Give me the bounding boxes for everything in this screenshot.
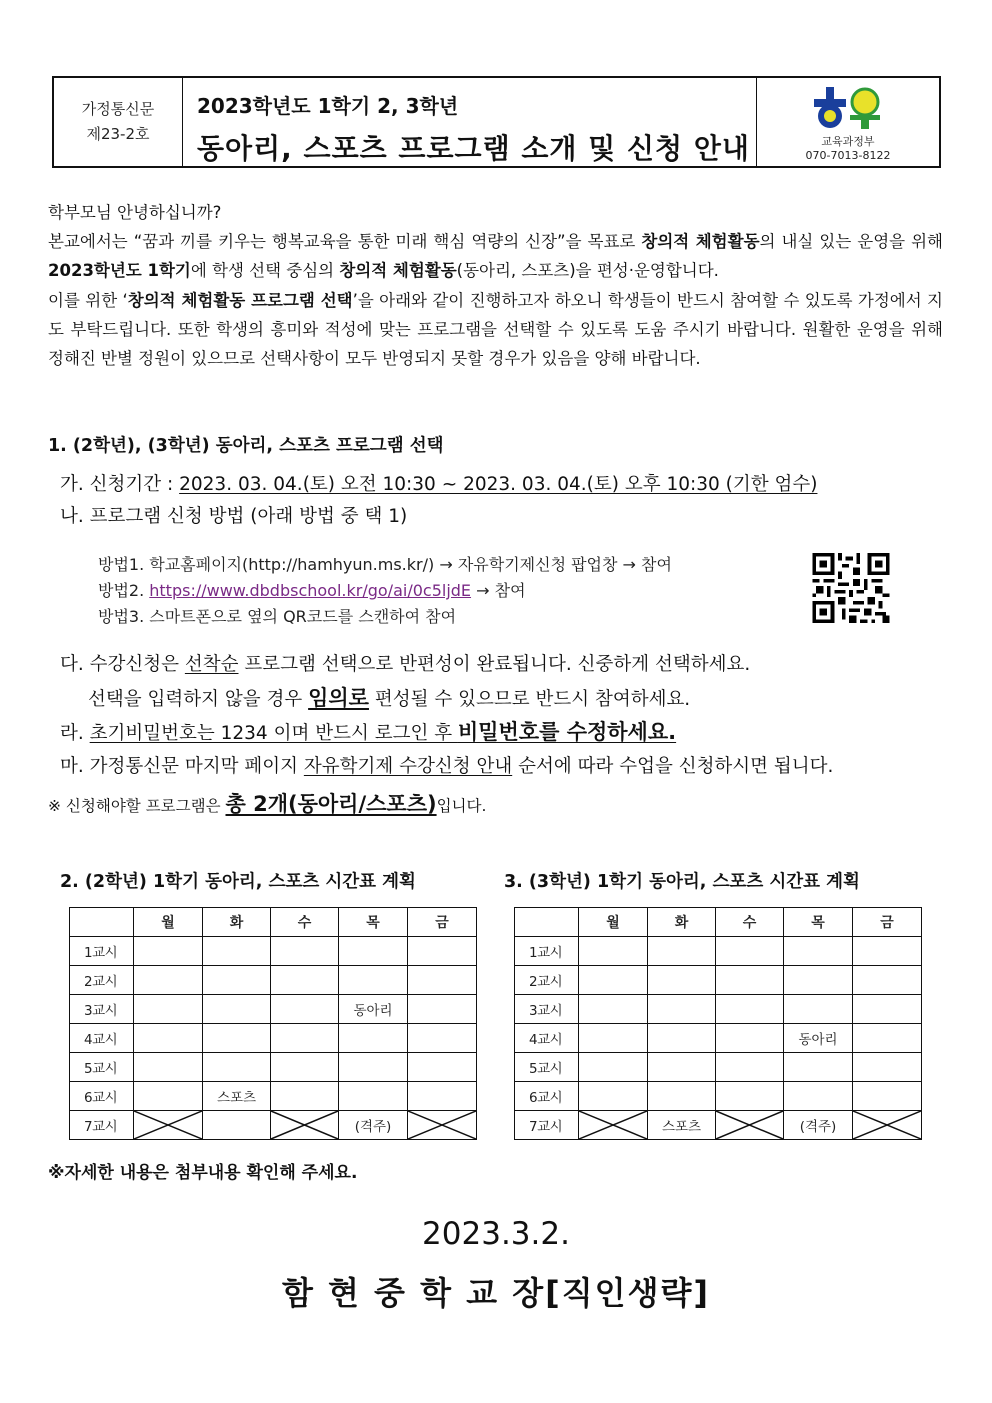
cell xyxy=(784,966,853,995)
timetable-2 xyxy=(69,907,477,1140)
qr-code-icon[interactable] xyxy=(812,553,890,623)
period-label: 2교시 xyxy=(70,966,134,995)
cell xyxy=(648,995,716,1024)
cell xyxy=(853,1082,922,1111)
cell xyxy=(271,1082,339,1111)
cell xyxy=(579,995,648,1024)
period-label: 2교시 xyxy=(515,966,579,995)
program-count-note xyxy=(48,788,486,818)
cell xyxy=(716,1082,784,1111)
biweekly-cell: (격주) xyxy=(339,1111,408,1140)
header-box xyxy=(52,76,941,168)
table-row xyxy=(70,937,477,966)
no-class-cell xyxy=(716,1111,784,1140)
cell xyxy=(339,937,408,966)
text: 방법2. xyxy=(98,581,150,600)
period-label: 4교시 xyxy=(515,1024,579,1053)
cell xyxy=(408,966,477,995)
text: 입니다. xyxy=(436,797,487,815)
cell xyxy=(339,966,408,995)
intro-paragraph-1 xyxy=(48,227,943,285)
text: 다. 수강신청은 xyxy=(60,654,185,675)
cell xyxy=(784,1053,853,1082)
cell xyxy=(853,966,922,995)
period-label: 4교시 xyxy=(70,1024,134,1053)
timetable-3 xyxy=(514,907,922,1140)
table-row xyxy=(70,1082,477,1111)
period-label: 1교시 xyxy=(70,937,134,966)
random-text: 임의로 xyxy=(308,686,369,710)
cell xyxy=(408,1024,477,1053)
sports-cell: 스포츠 xyxy=(203,1082,271,1111)
method-heading: 나. 프로그램 신청 방법 (아래 방법 중 택 1) xyxy=(60,506,408,527)
doc-number: 제23-2호 xyxy=(86,125,150,143)
text: 라. xyxy=(60,723,90,744)
cell xyxy=(203,1111,271,1140)
timetable-2-title: 2. (2학년) 1학기 동아리, 스포츠 시간표 계획 xyxy=(60,872,416,892)
cell xyxy=(579,937,648,966)
table-row xyxy=(515,1053,922,1082)
attachment-note: ※자세한 내용은 첨부내용 확인해 주세요. xyxy=(48,1163,358,1183)
doc-info xyxy=(54,78,183,166)
text: 초기비밀번호는 1234 이며 반드시 로그인 후 xyxy=(89,723,458,744)
table-row xyxy=(70,966,477,995)
title-block xyxy=(183,78,757,166)
item-ma xyxy=(60,752,833,778)
table-row xyxy=(515,1111,922,1140)
day-header: 금 xyxy=(408,908,477,937)
text: 마. 가정통신문 마지막 페이지 xyxy=(60,756,304,777)
period-label: 7교시 xyxy=(70,1111,134,1140)
cross-icon xyxy=(716,1111,783,1139)
cell xyxy=(134,995,203,1024)
cell xyxy=(579,1053,648,1082)
day-header: 월 xyxy=(134,908,203,937)
intro-paragraph-2 xyxy=(48,286,943,374)
cell xyxy=(203,1053,271,1082)
method-3: 방법3. 스마트폰으로 옆의 QR코드를 스캔하여 참여 xyxy=(98,607,457,626)
cross-icon xyxy=(134,1111,202,1139)
school-logo-icon xyxy=(812,85,884,129)
period-label: 1교시 xyxy=(515,937,579,966)
cell xyxy=(648,1053,716,1082)
text: ’을 아래와 같이 진행하고자 하오니 학생들이 반드시 참여할 수 있도록 가정에서 지도 부탁드립니다. 또한 학생의 흥미와 적성에 맞는 프로그램을 선택할 수 있도록 도움 주시기 바랍니다. 원활한 운영을 위해 정해진 반별 정원이 있으므로 선택사항이 모두 반영되지 못할 경우가 있음을 양해 바랍니다. xyxy=(48,290,943,369)
cell xyxy=(134,1053,203,1082)
cross-icon xyxy=(408,1111,476,1139)
sports-cell: 스포츠 xyxy=(648,1111,716,1140)
table-row xyxy=(515,1024,922,1053)
emphasis: 창의적 체험활동 xyxy=(339,261,457,281)
cell xyxy=(716,966,784,995)
period-label: 3교시 xyxy=(515,995,579,1024)
cell xyxy=(716,995,784,1024)
cell xyxy=(716,1053,784,1082)
total-programs: 총 2개(동아리/스포츠) xyxy=(225,792,437,816)
biweekly-cell: (격주) xyxy=(784,1111,853,1140)
greeting: 학부모님 안녕하십니까? xyxy=(48,203,222,222)
page-title: 동아리, 스포츠 프로그램 소개 및 신청 안내 xyxy=(197,132,750,165)
cell xyxy=(203,966,271,995)
item-da xyxy=(60,650,750,676)
period-label: 5교시 xyxy=(70,1053,134,1082)
cell xyxy=(271,937,339,966)
item-da-2 xyxy=(88,682,690,712)
text: 순서에 따라 수업을 신청하시면 됩니다. xyxy=(512,756,834,777)
text: 에 학생 선택 중심의 xyxy=(190,261,340,281)
doc-type: 가정통신문 xyxy=(81,100,155,118)
day-header: 화 xyxy=(203,908,271,937)
club-cell: 동아리 xyxy=(784,1024,853,1053)
intro-text xyxy=(48,198,943,373)
cell xyxy=(339,1024,408,1053)
cell xyxy=(716,1024,784,1053)
no-class-cell xyxy=(134,1111,203,1140)
cell xyxy=(784,995,853,1024)
cell xyxy=(339,1053,408,1082)
table-row xyxy=(515,995,922,1024)
day-header: 월 xyxy=(579,908,648,937)
cell xyxy=(784,937,853,966)
dept-phone: 070-7013-8122 xyxy=(805,149,891,162)
cell xyxy=(853,1024,922,1053)
table-header-row xyxy=(515,908,922,937)
cell xyxy=(339,1082,408,1111)
day-header: 수 xyxy=(271,908,339,937)
day-header: 목 xyxy=(339,908,408,937)
principal-signature: 함 현 중 학 교 장[직인생략] xyxy=(281,1274,711,1312)
period-text: 2023. 03. 04.(토) 오전 10:30 ~ 2023. 03. 04.(토) 오후 10:30 (기한 엄수) xyxy=(179,474,818,495)
table-row xyxy=(515,1082,922,1111)
cell xyxy=(408,995,477,1024)
text: 편성될 수 있으므로 반드시 참여하세요. xyxy=(368,689,691,710)
day-header: 금 xyxy=(853,908,922,937)
text: ※ 신청해야할 프로그램은 xyxy=(48,797,226,815)
day-header: 수 xyxy=(716,908,784,937)
period-label: 6교시 xyxy=(70,1082,134,1111)
table-row xyxy=(70,1053,477,1082)
cross-icon xyxy=(271,1111,338,1139)
cell xyxy=(784,1082,853,1111)
no-class-cell xyxy=(271,1111,339,1140)
cell xyxy=(648,937,716,966)
table-row xyxy=(515,937,922,966)
cell xyxy=(134,1024,203,1053)
cell xyxy=(408,1053,477,1082)
emphasis: 창의적 체험활동 xyxy=(641,232,760,252)
cell xyxy=(648,966,716,995)
issue-date: 2023.3.2. xyxy=(422,1216,570,1252)
cell xyxy=(271,966,339,995)
emphasis: 창의적 체험활동 프로그램 선택 xyxy=(127,290,353,310)
period-label: 7교시 xyxy=(515,1111,579,1140)
method-2 xyxy=(98,578,526,601)
cell xyxy=(134,937,203,966)
period-label: 5교시 xyxy=(515,1053,579,1082)
change-password-text: 비밀번호를 수정하세요. xyxy=(457,720,677,744)
day-header: 화 xyxy=(648,908,716,937)
cell xyxy=(271,995,339,1024)
corner-cell xyxy=(515,908,579,937)
cell xyxy=(203,937,271,966)
cell xyxy=(853,937,922,966)
table-row xyxy=(70,995,477,1024)
cell xyxy=(648,1082,716,1111)
day-header: 목 xyxy=(784,908,853,937)
text: (동아리, 스포츠)을 편성·운영합니다. xyxy=(456,261,719,281)
cell xyxy=(134,1082,203,1111)
section-1-title: 1. (2학년), (3학년) 동아리, 스포츠 프로그램 선택 xyxy=(48,436,444,456)
cell xyxy=(271,1053,339,1082)
password-notice xyxy=(89,720,677,744)
item-ra xyxy=(60,716,676,746)
table-row xyxy=(515,966,922,995)
cell xyxy=(579,1024,648,1053)
cell xyxy=(408,937,477,966)
table-row xyxy=(70,1111,477,1140)
first-come-text: 선착순 xyxy=(184,654,239,675)
period-label: 3교시 xyxy=(70,995,134,1024)
method-1: 방법1. 학교홈페이지(http://hamhyun.ms.kr/) → 자유학기제신청 팝업창 → 참여 xyxy=(98,555,672,574)
timetable-3-title: 3. (3학년) 1학기 동아리, 스포츠 시간표 계획 xyxy=(504,872,860,892)
text: 프로그램 선택으로 반편성이 완료됩니다. 신중하게 선택하세요. xyxy=(238,654,751,675)
cross-icon xyxy=(853,1111,921,1139)
cell xyxy=(203,995,271,1024)
text: → 참여 xyxy=(471,581,526,600)
guide-text: 자유학기제 수강신청 안내 xyxy=(303,756,513,777)
corner-cell xyxy=(70,908,134,937)
club-cell: 동아리 xyxy=(339,995,408,1024)
text: 이를 위한 ‘ xyxy=(48,290,128,310)
cell xyxy=(271,1024,339,1053)
cell xyxy=(579,1082,648,1111)
signup-link[interactable]: https://www.dbdbschool.kr/go/ai/0c5ljdE xyxy=(149,581,472,600)
no-class-cell xyxy=(579,1111,648,1140)
cell xyxy=(853,995,922,1024)
emphasis: 2023학년도 1학기 xyxy=(48,261,191,281)
cell xyxy=(648,1024,716,1053)
cell xyxy=(134,966,203,995)
cell xyxy=(579,966,648,995)
table-row xyxy=(70,1024,477,1053)
cell xyxy=(203,1024,271,1053)
cell xyxy=(716,937,784,966)
text: 가. 신청기간 : xyxy=(60,474,180,495)
cell xyxy=(408,1082,477,1111)
table-header-row xyxy=(70,908,477,937)
application-period xyxy=(60,470,817,496)
period-label: 6교시 xyxy=(515,1082,579,1111)
text: 의 내실 있는 운영을 위해 xyxy=(759,232,943,252)
dept-name: 교육과정부 xyxy=(821,135,875,148)
no-class-cell xyxy=(408,1111,477,1140)
no-class-cell xyxy=(853,1111,922,1140)
cell xyxy=(853,1053,922,1082)
dept-block xyxy=(757,78,939,166)
text: 본교에서는 “꿈과 끼를 키우는 행복교육을 통한 미래 핵심 역량의 신장”을 목표로 xyxy=(48,232,642,252)
cross-icon xyxy=(579,1111,647,1139)
page-subtitle: 2023학년도 1학기 2, 3학년 xyxy=(197,94,459,118)
text: 선택을 입력하지 않을 경우 xyxy=(88,689,309,710)
